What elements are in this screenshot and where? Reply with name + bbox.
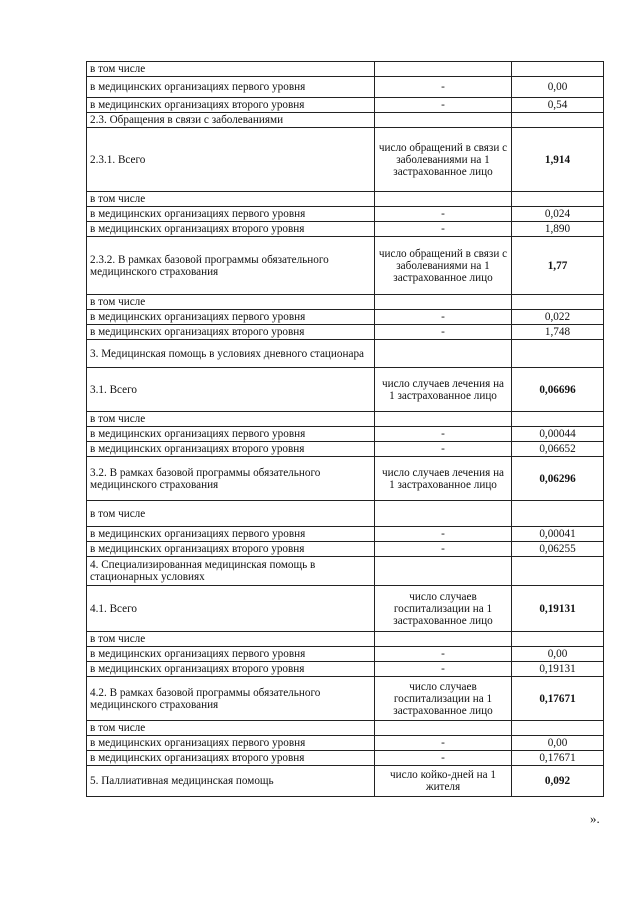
row-value: 0,17671 [512,751,604,766]
row-value [512,62,604,77]
row-unit: - [375,662,512,677]
row-unit [375,62,512,77]
row-unit: число обращений в связи с заболеваниями на 1 застрахованное лицо [375,237,512,295]
table-row [87,721,604,736]
row-value: 0,06255 [512,542,604,557]
table-row [87,62,604,77]
row-value: 0,06652 [512,442,604,457]
table-row [87,98,604,113]
row-value [512,632,604,647]
row-value: 0,17671 [512,677,604,721]
row-label: 5. Паллиативная медицинская помощь [87,766,375,797]
closing-quote-mark: ». [590,811,600,826]
row-unit [375,632,512,647]
table-row [87,677,604,721]
row-unit: - [375,222,512,237]
table-row [87,457,604,501]
row-value: 0,00041 [512,527,604,542]
row-label: в том числе [87,632,375,647]
row-label: в медицинских организациях первого уровня [87,527,375,542]
table-row [87,77,604,98]
row-label: в том числе [87,295,375,310]
row-unit: - [375,736,512,751]
row-label: в медицинских организациях второго уровня [87,222,375,237]
row-value [512,501,604,527]
row-unit [375,721,512,736]
row-unit: - [375,442,512,457]
row-label: в медицинских организациях второго уровня [87,442,375,457]
row-unit: - [375,527,512,542]
row-value: 1,748 [512,325,604,340]
row-value [512,721,604,736]
row-label: в медицинских организациях второго уровня [87,662,375,677]
row-label: 3. Медицинская помощь в условиях дневного стационара [87,340,375,368]
table-row [87,647,604,662]
row-value: 1,890 [512,222,604,237]
table-row [87,222,604,237]
table-row [87,340,604,368]
row-label: в медицинских организациях второго уровня [87,325,375,340]
row-label: 3.1. Всего [87,368,375,412]
row-label: в медицинских организациях второго уровня [87,542,375,557]
table-row [87,501,604,527]
table-row [87,662,604,677]
row-value [512,295,604,310]
row-unit: - [375,647,512,662]
row-label: в медицинских организациях первого уровня [87,310,375,325]
row-unit: - [375,77,512,98]
table-row [87,766,604,797]
row-value [512,412,604,427]
row-label: в медицинских организациях первого уровня [87,77,375,98]
row-value: 0,092 [512,766,604,797]
row-unit [375,557,512,586]
row-unit: - [375,427,512,442]
table-row [87,527,604,542]
row-unit: - [375,310,512,325]
row-value: 0,00 [512,77,604,98]
row-value: 1,77 [512,237,604,295]
row-unit [375,412,512,427]
row-label: в медицинских организациях второго уровня [87,98,375,113]
row-value: 0,00044 [512,427,604,442]
row-unit: число случаев госпитализации на 1 застрахованное лицо [375,586,512,632]
row-value [512,192,604,207]
table-row [87,557,604,586]
table-row [87,736,604,751]
row-unit: - [375,325,512,340]
row-label: в том числе [87,62,375,77]
row-unit [375,501,512,527]
table-row [87,128,604,192]
indicators-table-body [87,62,604,797]
row-label: в том числе [87,721,375,736]
row-value: 0,19131 [512,662,604,677]
row-value: 0,024 [512,207,604,222]
row-unit [375,192,512,207]
row-unit: - [375,98,512,113]
table-row [87,751,604,766]
table-row [87,586,604,632]
row-label: 3.2. В рамках базовой программы обязательного медицинского страхования [87,457,375,501]
table-row [87,325,604,340]
row-value: 1,914 [512,128,604,192]
row-value [512,113,604,128]
row-label: 4.2. В рамках базовой программы обязательного медицинского страхования [87,677,375,721]
row-value: 0,00 [512,736,604,751]
row-unit [375,295,512,310]
row-label: 2.3. Обращения в связи с заболеваниями [87,113,375,128]
row-unit: число случаев лечения на 1 застрахованное лицо [375,457,512,501]
table-row [87,368,604,412]
row-value [512,557,604,586]
row-label: в медицинских организациях второго уровня [87,751,375,766]
table-row [87,442,604,457]
row-unit [375,340,512,368]
row-value: 0,06296 [512,457,604,501]
table-row [87,632,604,647]
row-unit: число случаев госпитализации на 1 застрахованное лицо [375,677,512,721]
table-row [87,113,604,128]
row-value [512,340,604,368]
row-label: 4.1. Всего [87,586,375,632]
row-label: в медицинских организациях первого уровня [87,427,375,442]
row-label: в медицинских организациях первого уровня [87,647,375,662]
row-label: в медицинских организациях первого уровня [87,207,375,222]
row-value: 0,022 [512,310,604,325]
row-label: в том числе [87,501,375,527]
table-row [87,207,604,222]
table-row [87,310,604,325]
table-row [87,237,604,295]
row-unit: число случаев лечения на 1 застрахованное лицо [375,368,512,412]
row-unit: - [375,207,512,222]
indicators-table [86,61,604,797]
row-label: в медицинских организациях первого уровня [87,736,375,751]
row-label: 2.3.2. В рамках базовой программы обязательного медицинского страхования [87,237,375,295]
row-unit [375,113,512,128]
table-row [87,412,604,427]
row-label: 4. Специализированная медицинская помощь в стационарных условиях [87,557,375,586]
row-value: 0,00 [512,647,604,662]
row-label: 2.3.1. Всего [87,128,375,192]
table-row [87,542,604,557]
table-row [87,295,604,310]
row-unit: - [375,751,512,766]
table-row [87,192,604,207]
table-row [87,427,604,442]
row-unit: - [375,542,512,557]
row-value: 0,54 [512,98,604,113]
row-value: 0,06696 [512,368,604,412]
row-value: 0,19131 [512,586,604,632]
row-unit: число койко-дней на 1 жителя [375,766,512,797]
row-label: в том числе [87,412,375,427]
row-label: в том числе [87,192,375,207]
row-unit: число обращений в связи с заболеваниями на 1 застрахованное лицо [375,128,512,192]
